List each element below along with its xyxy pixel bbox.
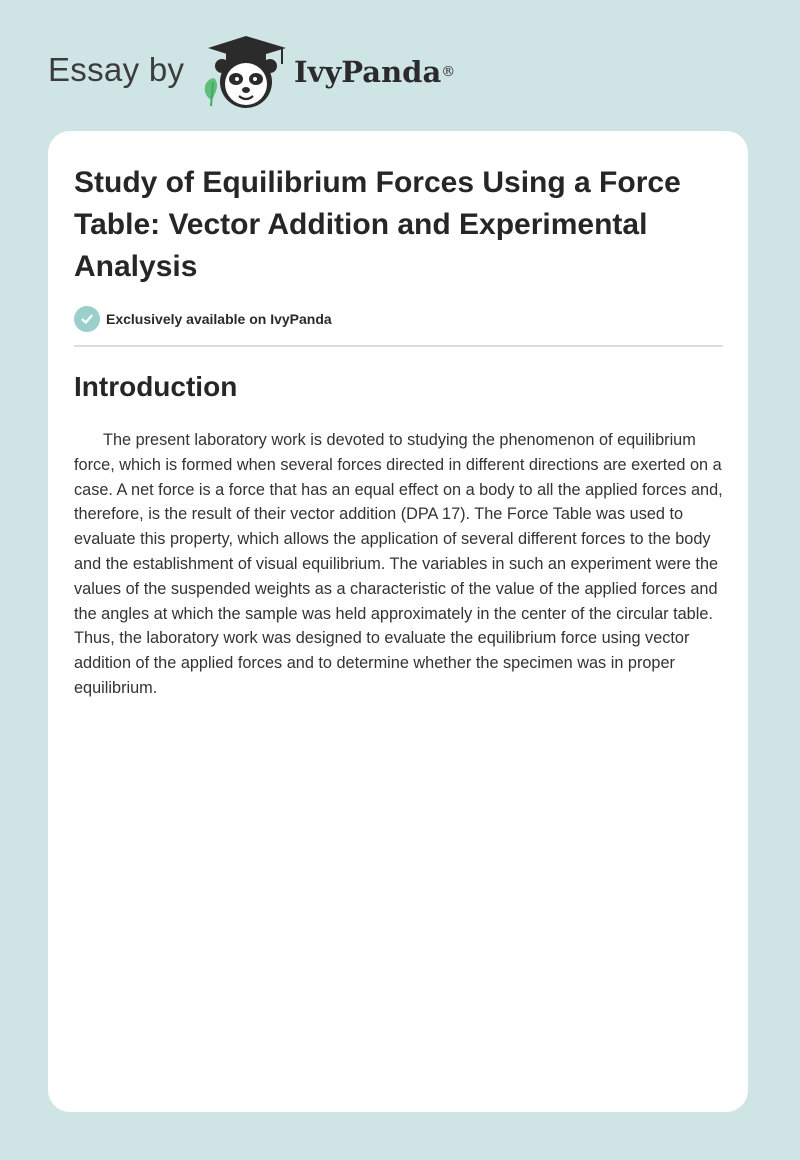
section-heading: Introduction: [74, 371, 238, 402]
brand-name[interactable]: [294, 52, 455, 92]
essay-card: [48, 131, 748, 1112]
divider: [74, 345, 723, 347]
site-header: [0, 0, 800, 130]
essay-title: Study of Equilibrium Forces Using a Force Table: Vector Addition and Experimental Analysis: [74, 166, 681, 283]
introduction-paragraph: The present laboratory work is devoted to studying the phenomenon of equilibrium force, which is formed when several forces directed in different directions are exerted on a case. A net force is a force that has an equal effect on a body to all the applied forces and, therefore, is the result of their vector addition (DPA 17). The Force Table was used to evaluate this property, which allows the application of several different forces to the body and the establishment of visual equilibrium. The variables in such an experiment were the values of the suspended weights as a characteristic of the value of the applied forces and the angles at which the sample was held approximately in the center of the circular table. Thus, the laboratory work was designed to evaluate the equilibrium force using vector addition of the applied forces and to determine whether the specimen was in proper equilibrium.: [74, 431, 723, 697]
brand-text: IvyPanda: [294, 55, 442, 89]
exclusive-badge-text: Exclusively available on IvyPanda: [106, 311, 332, 327]
check-circle-icon: [74, 306, 100, 332]
registered-mark: ®: [441, 64, 456, 80]
exclusive-badge: [74, 305, 332, 333]
panda-graduate-logo-icon[interactable]: [200, 34, 290, 110]
essay-by-label: Essay by: [48, 51, 185, 88]
